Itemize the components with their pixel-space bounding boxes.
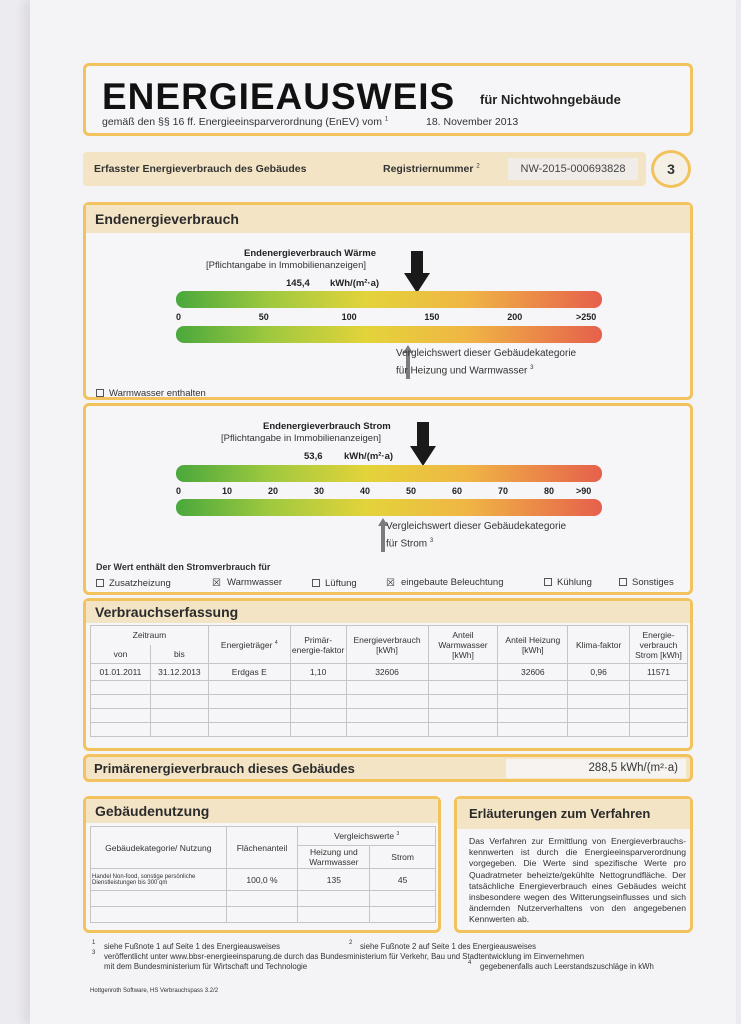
cell-von: 01.01.2011 (91, 664, 151, 681)
strom-value-arrow-icon (410, 422, 436, 466)
waerme-meter-subtitle: [Pflichtangabe in Immobilienanzeigen] (206, 260, 367, 271)
cell-klima: 0,96 (568, 664, 630, 681)
waerme-value: 145,4 (286, 278, 310, 289)
strom-meter-title: Endenergieverbrauch Strom (263, 421, 391, 432)
gebaeude-section (83, 796, 441, 933)
strom-tick-label: 70 (498, 486, 509, 496)
cell-strom-vgl: 45 (370, 869, 436, 891)
primaerenergie-bar (83, 754, 693, 782)
registration-bar (83, 152, 646, 186)
col-strom-vgl: Strom (370, 846, 436, 869)
verbrauch-table (90, 625, 688, 737)
strom-meter-subtitle: [Pflichtangabe in Immobilienanzeigen] (221, 433, 382, 444)
page-subtitle: für Nichtwohngebäude (480, 92, 621, 107)
option-kuehlung: Kühlung (544, 577, 592, 588)
erlaeuterung-heading: Erläuterungen zum Verfahren (457, 799, 690, 829)
warmwasser-checkbox-row: Warmwasser enthalten (96, 388, 206, 399)
strom-contains-label: Der Wert enthält den Stromverbrauch für (96, 562, 271, 572)
option-sonstiges: Sonstiges (619, 577, 674, 588)
strom-tick-label: >90 (576, 486, 592, 496)
page-number-badge: 3 (651, 150, 691, 188)
erlaeuterung-text: Das Verfahren zur Ermittlung von Energieverbrauchs-kennwerten ist durch die Energieeinsparverordnung vorgegeben. Die Werte sind spezifische Werte pro Quadratmeter beheizte/gekühlte Nettogrundfläche. Der tatsächliche Energieverbrauch eines Gebäudes weicht insbesondere wegen des Witterungseinflusses und sich ändernden Nutzerverhaltens von den angegebenen Kennwerten ab. (469, 836, 686, 925)
verbrauch-heading: Verbrauchserfassung (86, 601, 690, 623)
page-title: ENERGIEAUSWEIS (102, 76, 456, 117)
waerme-scale-bar-bottom (176, 326, 602, 343)
table-row (91, 664, 688, 681)
waerme-compare-text: Vergleichswert dieser Gebäudekategorie für Heizung und Warmwasser $^3$ (396, 348, 577, 377)
strom-tick-label: 40 (360, 486, 371, 496)
option-lueftung: Lüftung (312, 578, 357, 589)
primaerenergie-value: 288,5 kWh/(m²·a) (506, 759, 686, 778)
verbrauch-section (83, 598, 693, 751)
law-date: 18. November 2013 (426, 116, 519, 128)
col-kategorie: Gebäudekategorie/ Nutzung (91, 827, 227, 869)
waerme-meter-title: Endenergieverbrauch Wärme (244, 248, 376, 259)
strom-scale-bar-bottom (176, 499, 602, 516)
warmwasser-checked-icon[interactable]: ☒ (212, 578, 221, 589)
option-zusatzheizung: Zusatzheizung (96, 578, 171, 589)
table-row-empty (91, 891, 436, 907)
col-bis: bis (150, 645, 208, 664)
table-row-empty (91, 723, 688, 737)
table-row-empty (91, 907, 436, 923)
table-row-empty (91, 681, 688, 695)
col-heizung: Anteil Heizung [kWh] (498, 626, 568, 664)
footnote-3b: mit dem Bundesministerium für Wirtschaft und Technologie (104, 962, 308, 971)
strom-unit: kWh/(m²·a) (344, 451, 394, 462)
section-caption: Erfasster Energieverbrauch des Gebäudes (94, 163, 307, 175)
cell-flaeche: 100,0 % (226, 869, 298, 891)
waerme-tick-label: >250 (576, 312, 597, 322)
col-von: von (91, 645, 151, 664)
cell-heizung: 32606 (498, 664, 568, 681)
cell-verbrauch: 32606 (346, 664, 428, 681)
cell-strom: 11571 (630, 664, 688, 681)
waerme-tick-label: 50 (258, 312, 269, 322)
waerme-tick-label: 200 (507, 312, 523, 322)
col-zeitraum: Zeitraum (91, 626, 209, 645)
primaerenergie-label: Primärenergieverbrauch dieses Gebäudes (94, 761, 355, 776)
col-faktor: Primär-energie-faktor (290, 626, 346, 664)
software-credit: Hottgenroth Software, HS Verbrauchspass 3.2/2 (90, 988, 219, 994)
strom-tick-label: 50 (406, 486, 417, 496)
strom-tick-label: 60 (452, 486, 463, 496)
footnote-1: siehe Fußnote 1 auf Seite 1 des Energieausweises (104, 942, 280, 951)
footnote-2-number: 2 (349, 940, 353, 946)
footnote-4: gegebenenfalls auch Leerstandszuschläge in kWh (480, 962, 654, 971)
waerme-value-arrow-icon (404, 251, 430, 293)
cell-bis: 31.12.2013 (150, 664, 208, 681)
table-row (91, 869, 436, 891)
option-warmwasser: ☒ Warmwasser (212, 577, 283, 589)
warmwasser-checkbox[interactable] (96, 389, 104, 397)
strom-value: 53,6 (304, 451, 323, 462)
law-reference: gemäß den §§ 16 ff. Energieeinsparverordnung (EnEV) vom $^1$ (102, 116, 389, 128)
footnote-1-number: 1 (92, 940, 96, 946)
col-vergleich: Vergleichswerte $^3$ (298, 827, 436, 846)
lueftung-checkbox[interactable] (312, 579, 320, 587)
col-flaeche: Flächenanteil (226, 827, 298, 869)
col-strom: Energie-verbrauch Strom [kWh] (630, 626, 688, 664)
table-row-empty (91, 709, 688, 723)
footnote-3a: veröffentlicht unter www.bbsr-energieeinsparung.de durch das Bundesministerium für Verkehr, Bau und Stadtentwicklung im Einvernehmen (104, 952, 585, 961)
gebaeude-table (90, 826, 436, 923)
title-box (83, 63, 693, 136)
strom-compare-text: Vergleichswert dieser Gebäudekategorie für Strom $^3$ (386, 521, 567, 550)
waerme-tick-label: 0 (176, 312, 182, 322)
strom-tick-label: 20 (268, 486, 279, 496)
endenergie-heading: Endenergieverbrauch (86, 205, 690, 233)
strom-tick-label: 30 (314, 486, 325, 496)
cell-heizung-ww: 135 (298, 869, 370, 891)
cell-faktor: 1,10 (290, 664, 346, 681)
zusatzheizung-checkbox[interactable] (96, 579, 104, 587)
strom-tick-label: 80 (544, 486, 555, 496)
col-warmwasser: Anteil Warmwasser [kWh] (428, 626, 498, 664)
waerme-tick-label: 100 (341, 312, 357, 322)
gebaeude-heading: Gebäudenutzung (86, 799, 438, 823)
strom-section (83, 403, 693, 595)
col-verbrauch: Energieverbrauch [kWh] (346, 626, 428, 664)
option-beleuchtung: ☒ eingebaute Beleuchtung (386, 577, 504, 589)
footnote-3-number: 3 (92, 950, 96, 956)
col-traeger: Energieträger $^4$ (208, 626, 290, 664)
cell-kategorie: Handel Non-food, sonstige persönliche Dienstleistungen bis 300 qm (91, 869, 227, 891)
erlaeuterung-section (454, 796, 693, 933)
strom-tick-label: 10 (222, 486, 233, 496)
table-row-empty (91, 695, 688, 709)
footnote-4-number: 4 (468, 960, 472, 966)
beleuchtung-checked-icon[interactable]: ☒ (386, 578, 395, 589)
col-klima: Klima-faktor (568, 626, 630, 664)
cell-warmwasser (428, 664, 498, 681)
waerme-unit: kWh/(m²·a) (330, 278, 380, 289)
strom-tick-label: 0 (176, 486, 182, 496)
strom-scale-bar-top (176, 465, 602, 482)
waerme-scale-bar-top (176, 291, 602, 308)
endenergie-section (83, 202, 693, 400)
footnote-2: siehe Fußnote 2 auf Seite 1 des Energieausweises (360, 942, 536, 951)
waerme-tick-label: 150 (424, 312, 440, 322)
cell-traeger: Erdgas E (208, 664, 290, 681)
col-heizung-ww: Heizung und Warmwasser (298, 846, 370, 869)
sonstiges-checkbox[interactable] (619, 578, 627, 586)
registration-number: NW-2015-000693828 (508, 158, 638, 180)
kuehlung-checkbox[interactable] (544, 578, 552, 586)
registration-label: Registriernummer $^2$ (383, 163, 480, 175)
